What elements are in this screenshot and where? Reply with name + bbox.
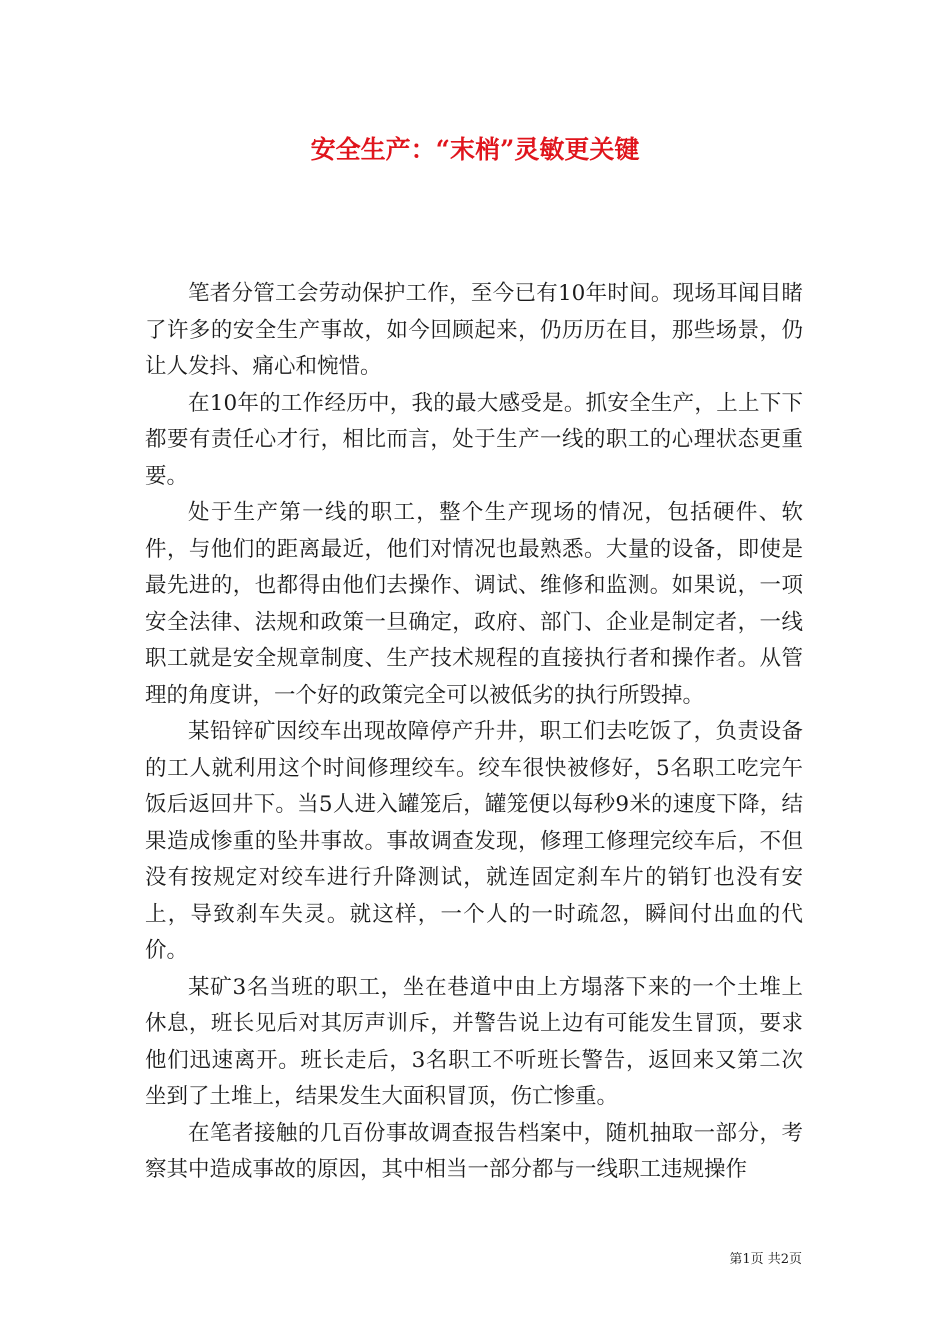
document-body bbox=[145, 276, 803, 1189]
page-number-footer: 第1页 共2页 bbox=[729, 1252, 802, 1267]
paragraph-5: 某矿3名当班的职工，坐在巷道中由上方塌落下来的一个土堆上休息，班长见后对其厉声训斥，并警告说上边有可能发生冒顶，要求他们迅速离开。班长走后，3名职工不听班长警告，返回来又第二次坐到了土堆上，结果发生大面积冒顶，伤亡惨重。 bbox=[145, 974, 803, 1109]
paragraph-4: 某铅锌矿因绞车出现故障停产升井，职工们去吃饭了，负责设备的工人就利用这个时间修理绞车。绞车很快被修好，5名职工吃完午饭后返回井下。当5人进入罐笼后，罐笼便以每秒9米的速度下降，结果造成惨重的坠井事故。事故调查发现，修理工修理完绞车后，不但没有按规定对绞车进行升降测试，就连固定刹车片的销钉也没有安上，导致刹车失灵。就这样，一个人的一时疏忽，瞬间付出血的代价。 bbox=[145, 719, 803, 963]
paragraph-6: 在笔者接触的几百份事故调查报告档案中，随机抽取一部分，考察其中造成事故的原因，其中相当一部分都与一线职工违规操作 bbox=[145, 1120, 803, 1182]
document-title: 安全生产：“末梢”灵敏更关键 bbox=[310, 135, 640, 164]
paragraph-2: 在10年的工作经历中，我的最大感受是。抓安全生产，上上下下都要有责任心才行，相比而言，处于生产一线的职工的心理状态更重要。 bbox=[145, 390, 803, 489]
paragraph-3: 处于生产第一线的职工，整个生产现场的情况，包括硬件、软件，与他们的距离最近，他们对情况也最熟悉。大量的设备，即使是最先进的，也都得由他们去操作、调试、维修和监测。如果说，一项安全法律、法规和政策一旦确定，政府、部门、企业是制定者，一线职工就是安全规章制度、生产技术规程的直接执行者和操作者。从管理的角度讲，一个好的政策完全可以被低劣的执行所毁掉。 bbox=[145, 500, 803, 708]
paragraph-1: 笔者分管工会劳动保护工作，至今已有10年时间。现场耳闻目睹了许多的安全生产事故，如今回顾起来，仍历历在目，那些场景，仍让人发抖、痛心和惋惜。 bbox=[145, 281, 803, 379]
